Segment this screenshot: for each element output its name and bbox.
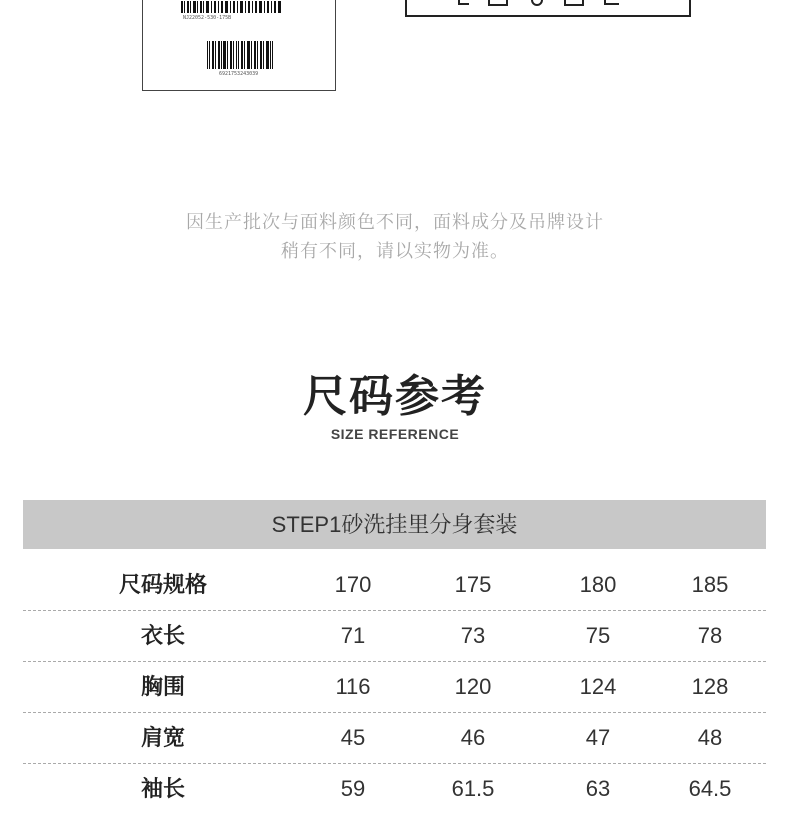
table-cell: 64.5 bbox=[688, 776, 732, 801]
table-row bbox=[23, 611, 766, 662]
table-cell: 47 bbox=[585, 725, 611, 750]
row-label: 衣长 bbox=[140, 623, 185, 649]
table-cell: 48 bbox=[697, 725, 723, 750]
table-cell: 63 bbox=[585, 776, 611, 801]
section-subtitle: SIZE REFERENCE bbox=[330, 426, 460, 442]
table-cell: 124 bbox=[579, 674, 617, 699]
table-cell: 185 bbox=[691, 572, 729, 597]
barcode-number: NJ22052-530-175B bbox=[183, 15, 232, 21]
table-cell: 180 bbox=[579, 572, 617, 597]
care-symbols-icon bbox=[455, 0, 625, 8]
table-cell: 71 bbox=[340, 623, 366, 648]
table-cell: 78 bbox=[697, 623, 723, 648]
table-cell: 75 bbox=[585, 623, 611, 648]
table-row bbox=[23, 713, 766, 764]
table-cell: 120 bbox=[454, 674, 492, 699]
table-row bbox=[23, 764, 766, 815]
row-label: 尺码规格 bbox=[118, 572, 207, 598]
row-label: 肩宽 bbox=[140, 725, 185, 751]
table-caption: STEP1砂洗挂里分身套装 bbox=[23, 500, 766, 549]
table-cell: 45 bbox=[340, 725, 366, 750]
section-title: 尺码参考 bbox=[303, 371, 487, 422]
barcode-graphic-ean bbox=[207, 41, 273, 69]
row-label: 袖长 bbox=[140, 776, 185, 802]
table-row bbox=[23, 662, 766, 713]
table-cell: 175 bbox=[454, 572, 492, 597]
table-cell: 61.5 bbox=[451, 776, 495, 801]
table-row bbox=[23, 560, 766, 611]
size-table bbox=[23, 560, 766, 815]
table-cell: 73 bbox=[460, 623, 486, 648]
table-cell: 116 bbox=[335, 674, 371, 699]
table-cell: 170 bbox=[334, 572, 372, 597]
row-label: 胸围 bbox=[140, 674, 185, 700]
barcode-graphic bbox=[181, 1, 281, 13]
barcode-number-ean: 6921753243039 bbox=[219, 71, 259, 77]
table-cell: 59 bbox=[340, 776, 366, 801]
table-cell: 46 bbox=[460, 725, 486, 750]
barcode-tag bbox=[142, 0, 336, 91]
table-cell: 128 bbox=[691, 674, 729, 699]
care-label-box bbox=[405, 0, 691, 17]
notice-line-1: 因生产批次与面料颜色不同，面料成分及吊牌设计 bbox=[186, 212, 604, 233]
notice-line-2: 稍有不同，请以实物为准。 bbox=[281, 241, 509, 262]
